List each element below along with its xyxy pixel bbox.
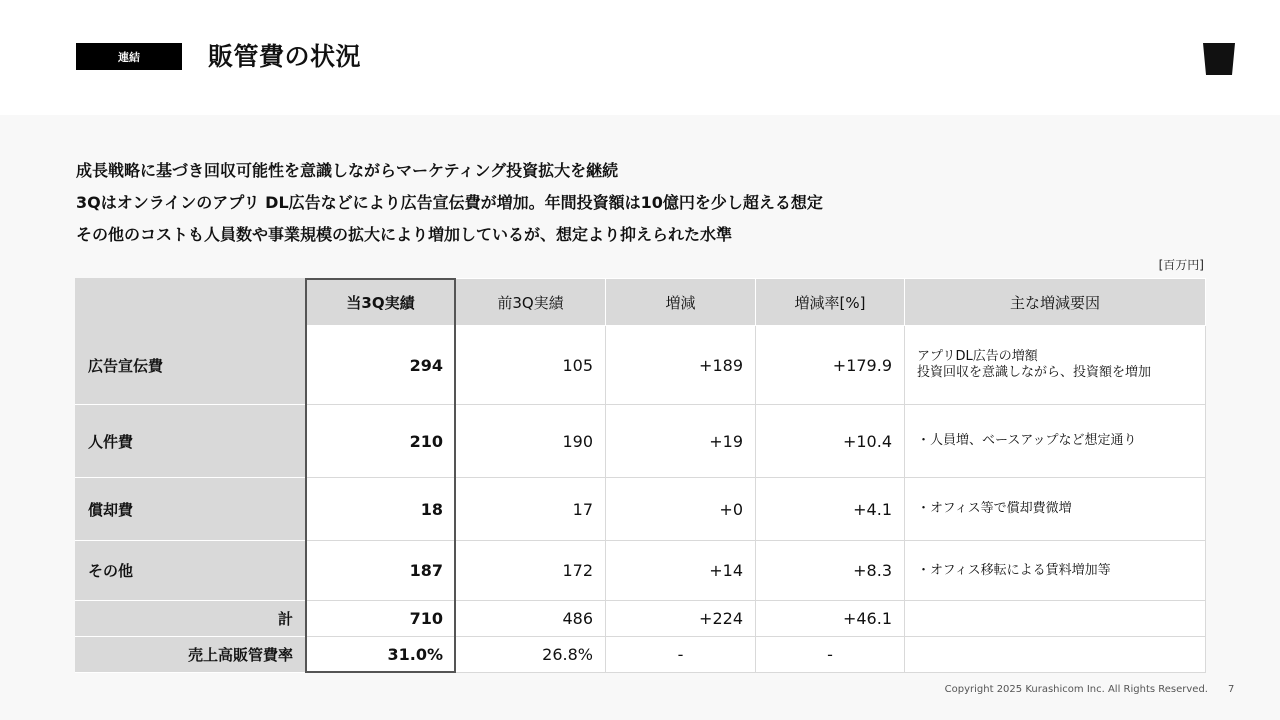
reason-line: 投資回収を意識しながら、投資額を増加 [917,365,1152,380]
summary-line: その他のコストも人員数や事業規模の拡大により増加しているが、想定より抑えられた水準 [76,225,733,244]
consolidated-tag: 連結 [76,43,182,70]
row-label: 広告宣伝費 [76,326,306,405]
reason-line: ・人員増、ベースアップなど想定通り [917,433,1137,448]
previous-value: 17 [456,478,606,541]
row-label: 売上高販管費率 [76,637,306,673]
change-value: +0 [606,478,756,541]
column-header-reason: 主な増減要因 [905,279,1206,326]
row-label: 償却費 [76,478,306,541]
current-value: 210 [306,405,456,478]
previous-value: 172 [456,541,606,601]
copyright: Copyright 2025 Kurashicom Inc. All Rights Reserved. [944,684,1208,695]
change-value: +19 [606,405,756,478]
summary-line: 3Qはオンラインのアプリ DL広告などにより広告宣伝費が増加。年間投資額は10億円を少し超える想定 [76,193,823,212]
rate-value: - [756,637,905,673]
table-row [76,478,1206,541]
column-header-rate: 増減率[%] [756,279,905,326]
change-value: - [606,637,756,673]
rate-value: +10.4 [756,405,905,478]
reason-note [905,637,1206,673]
reason-note [905,405,1206,478]
change-value: +14 [606,541,756,601]
change-value: +224 [606,601,756,637]
reason-note [905,478,1206,541]
rate-value: +179.9 [756,326,905,405]
previous-value: 486 [456,601,606,637]
table-row-ratio [76,637,1206,673]
rate-value: +8.3 [756,541,905,601]
reason-line: アプリDL広告の増額 [917,349,1038,364]
reason-note [905,326,1206,405]
reason-line: ・オフィス等で償却費微増 [917,501,1072,516]
rate-value: +46.1 [756,601,905,637]
table-row [76,541,1206,601]
reason-note [905,601,1206,637]
column-header [76,279,306,326]
table-row [76,326,1206,405]
table-row-total [76,601,1206,637]
previous-value: 105 [456,326,606,405]
summary-text [76,155,823,251]
summary-line: 成長戦略に基づき回収可能性を意識しながらマーケティング投資拡大を継続 [76,161,619,180]
table-row [76,405,1206,478]
sga-table [75,278,1206,673]
reason-note [905,541,1206,601]
rate-value: +4.1 [756,478,905,541]
row-label: その他 [76,541,306,601]
table-header-row [76,279,1206,326]
column-header-current: 当3Q実績 [306,279,456,326]
current-value: 18 [306,478,456,541]
previous-value: 26.8% [456,637,606,673]
page-number: 7 [1228,684,1235,695]
current-value: 31.0% [306,637,456,673]
current-value: 187 [306,541,456,601]
row-label: 計 [76,601,306,637]
cup-logo-icon [1202,42,1236,76]
current-value: 710 [306,601,456,637]
column-header-change: 増減 [606,279,756,326]
page-title: 販管費の状況 [208,42,362,71]
previous-value: 190 [456,405,606,478]
unit-label: [百万円] [1158,258,1204,272]
change-value: +189 [606,326,756,405]
slide-header [0,0,1280,115]
column-header-previous: 前3Q実績 [456,279,606,326]
row-label: 人件費 [76,405,306,478]
reason-line: ・オフィス移転による賃料増加等 [917,562,1111,578]
current-value: 294 [306,326,456,405]
